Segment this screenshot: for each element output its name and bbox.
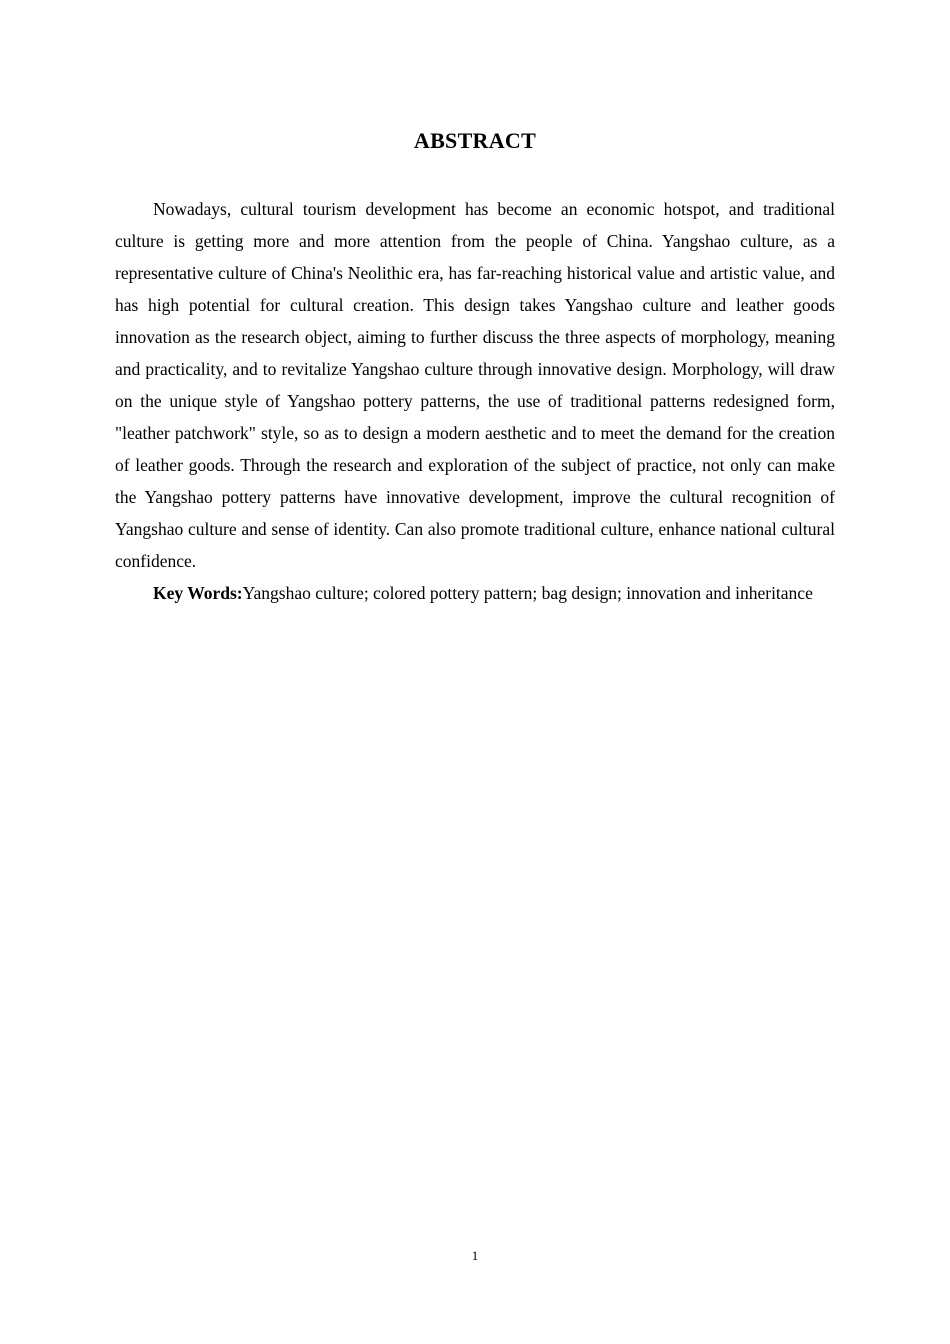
keywords-text: Yangshao culture; colored pottery pattern; bag design; innovation and inheritance <box>242 583 813 603</box>
page-number: 1 <box>471 1248 479 1263</box>
abstract-paragraph: Nowadays, cultural tourism development has become an economic hotspot, and traditional culture is getting more and more attention from the people of China. Yangshao culture, as a representative culture of China's Neolithic era, has far-reaching historical value and artistic value, and has high potential for cultural creation. This design takes Yangshao culture and leather goods innovation as the research object, aiming to further discuss the three aspects of morphology, meaning and practicality, and to revitalize Yangshao culture through innovative design. Morphology, will draw on the unique style of Yangshao pottery patterns, the use of traditional patterns redesigned form, "leather patchwork" style, so as to design a modern aesthetic and to meet the demand for the creation of leather goods. Through the research and exploration of the subject of practice, not only can make the Yangshao pottery patterns have innovative development, improve the cultural recognition of Yangshao culture and sense of identity. Can also promote traditional culture, enhance national cultural confidence. <box>115 199 835 571</box>
keywords-label: Key Words: <box>153 583 243 603</box>
keywords-paragraph <box>115 577 835 609</box>
abstract-body <box>115 193 835 609</box>
page-title: ABSTRACT <box>413 128 537 153</box>
